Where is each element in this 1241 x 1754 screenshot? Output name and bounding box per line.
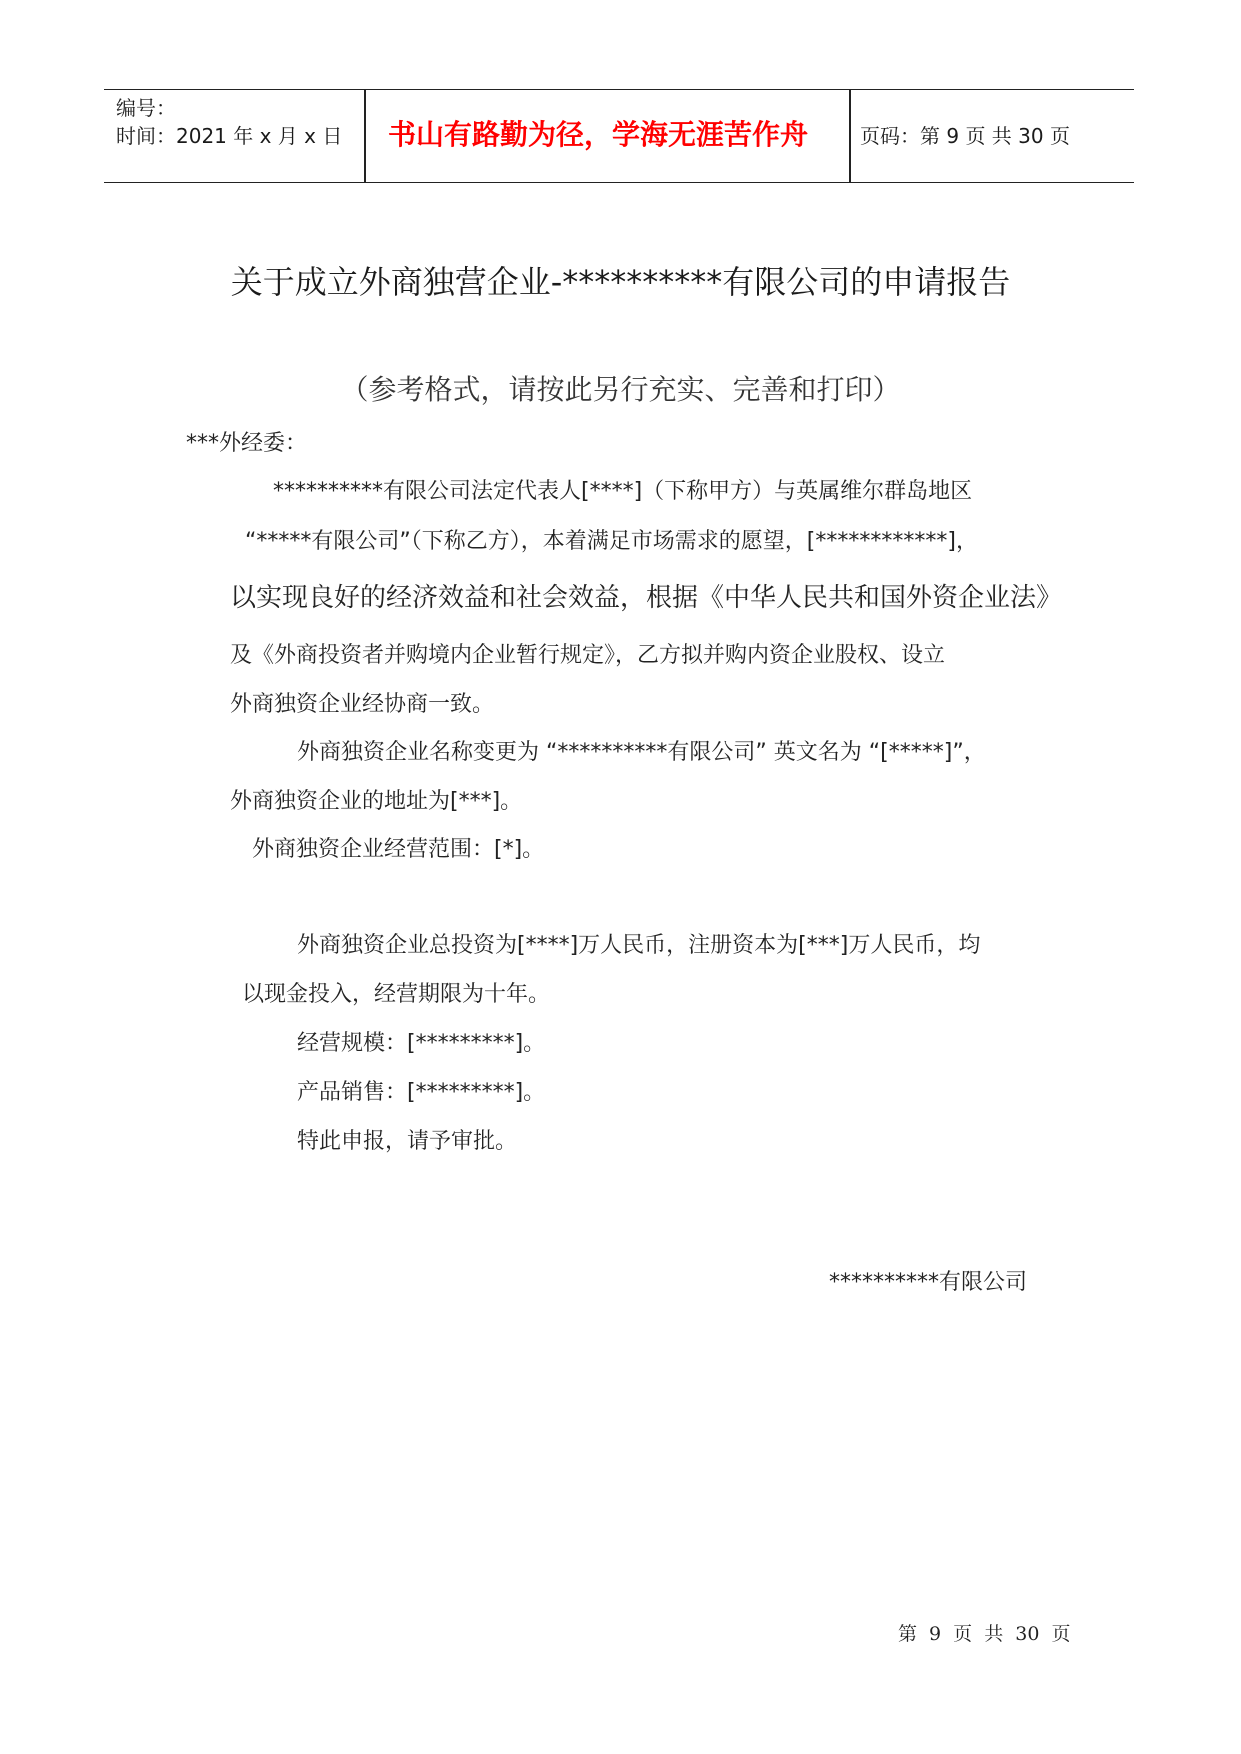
header-motto: 书山有路勤为径，学海无涯苦作舟 [387, 118, 808, 151]
paragraph-line: 特此申报，请予审批。 [297, 1129, 518, 1154]
paragraph-line: 产品销售：[*********]。 [297, 1080, 546, 1105]
paragraph-line: 以现金投入，经营期限为十年。 [242, 982, 551, 1007]
header-meta [116, 94, 342, 150]
signature-company: **********有限公司 [829, 1270, 1028, 1295]
document-subtitle: （参考格式，请按此另行充实、完善和打印） [340, 373, 901, 406]
addressee: ***外经委： [186, 431, 308, 456]
paragraph-line: 外商独资企业经营范围：[*]。 [252, 837, 545, 862]
paragraph-line: 及《外商投资者并购境内企业暂行规定》，乙方拟并购内资企业股权、设立 [230, 643, 946, 668]
paragraph-line: 外商独资企业经协商一致。 [230, 692, 495, 717]
paragraph-line: “*****有限公司”（下称乙方），本着满足市场需求的愿望，[************]， [245, 529, 978, 554]
paragraph-line: **********有限公司法定代表人[****]（下称甲方）与英属维尔群岛地区 [273, 479, 973, 504]
paragraph-line: 以实现良好的经济效益和社会效益，根据《中华人民共和国外资企业法》 [230, 583, 1063, 613]
document-time-label: 时间：2021 年 x 月 x 日 [116, 124, 343, 148]
page-header-table [104, 89, 1134, 183]
page-footer-number: 第 9 页 共 30 页 [898, 1623, 1071, 1645]
header-page-number: 页码：第 9 页 共 30 页 [860, 124, 1070, 148]
header-divider-right [849, 90, 851, 182]
document-title: 关于成立外商独营企业-**********有限公司的申请报告 [230, 263, 1011, 301]
paragraph-line: 经营规模：[*********]。 [297, 1031, 546, 1056]
document-number-label: 编号： [116, 96, 176, 120]
paragraph-line: 外商独资企业总投资为[****]万人民币，注册资本为[***]万人民币，均 [297, 933, 981, 958]
paragraph-line: 外商独资企业名称变更为 “**********有限公司” 英文名为 “[*****]”， [297, 740, 986, 765]
paragraph-line: 外商独资企业的地址为[***]。 [230, 789, 523, 814]
